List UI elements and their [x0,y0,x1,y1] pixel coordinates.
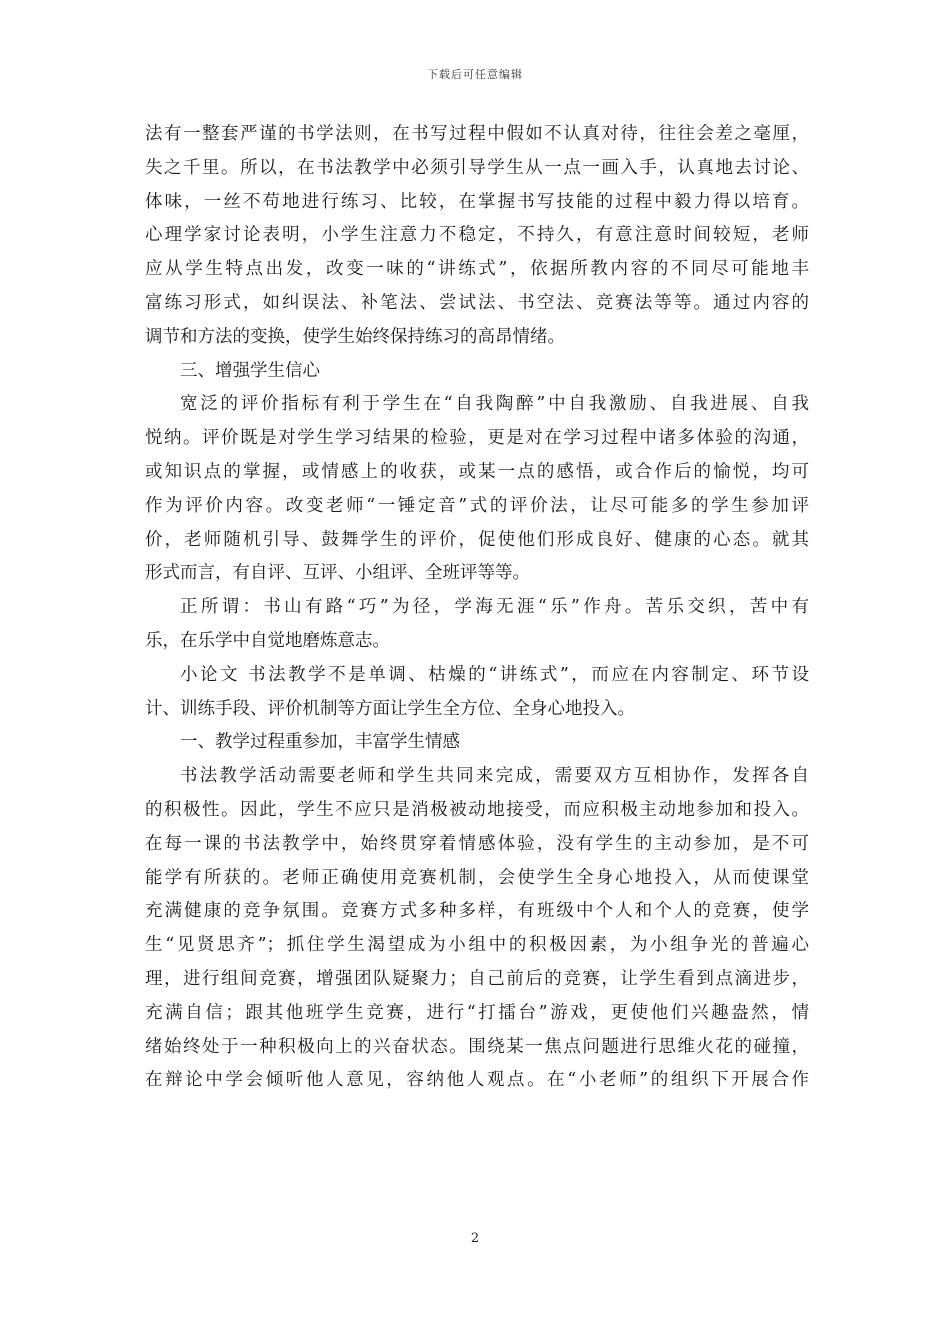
paragraph [145,591,809,659]
page-number: 2 [470,1231,480,1246]
text-line: 能学有所获的。老师正确使用竞赛机制，会使学生全身心地投入，从而使课堂 [145,867,809,888]
paragraph [145,118,809,355]
text-line: 价，老师随机引导、鼓舞学生的评价，促使他们形成良好、健康的心态。就其 [145,529,809,550]
text-line: 富练习形式，如纠误法、补笔法、尝试法、书空法、竞赛法等等。通过内容的 [145,292,809,313]
paragraph [145,659,809,727]
text-line: 体味，一丝不苟地进行练习、比较，在掌握书写技能的过程中毅力得以培育。 [145,191,809,212]
text-line: 计、训练手段、评价机制等方面让学生全方位、全身心地投入。 [145,698,635,719]
document-body [145,118,809,1098]
paragraph [145,760,809,1098]
text-line: 的积极性。因此，学生不应只是消极被动地接受，而应积极主动地参加和投入。 [145,799,809,820]
text-line: 法有一整套严谨的书学法则，在书写过程中假如不认真对待，往往会差之毫厘， [145,124,809,144]
text-line: 充满自信；跟其他班学生竞赛，进行“打擂台”游戏，更使他们兴趣盎然，情 [145,1002,809,1023]
text-line: 一、教学过程重参加，丰富学生情感 [180,732,460,753]
text-line: 作为评价内容。改变老师“一锤定音”式的评价法，让尽可能多的学生参加评 [145,495,809,516]
paragraph [145,388,809,591]
text-line: 悦纳。评价既是对学生学习结果的检验，更是对在学习过程中诸多体验的沟通， [145,428,809,449]
paragraph [145,355,809,389]
text-line: 理，进行组间竞赛，增强团队疑聚力；自己前后的竞赛，让学生看到点滴进步， [145,968,809,989]
text-line: 充满健康的竞争氛围。竞赛方式多种多样，有班级中个人和个人的竞赛，使学 [145,901,809,922]
text-line: 书法教学活动需要老师和学生共同来完成，需要双方互相协作，发挥各自 [180,766,809,787]
text-line: 形式而言，有自评、互评、小组评、全班评等等。 [145,563,530,584]
text-line: 正所谓：书山有路“巧”为径，学海无涯“乐”作舟。苦乐交织，苦中有 [180,597,809,618]
text-line: 绪始终处于一种积极向上的兴奋状态。围绕某一焦点问题进行思维火花的碰撞， [145,1036,809,1057]
text-line: 生“见贤思齐”；抓住学生渴望成为小组中的积极因素，为小组争光的普遍心 [145,935,809,956]
text-line: 乐，在乐学中自觉地磨炼意志。 [145,630,390,651]
text-line: 小论文 书法教学不是单调、枯燥的“讲练式”，而应在内容制定、环节设 [180,664,809,685]
text-line: 在每一课的书法教学中，始终贯穿着情感体验，没有学生的主动参加，是不可 [145,833,809,854]
text-line: 应从学生特点出发，改变一味的“讲练式”，依据所教内容的不同尽可能地丰 [145,259,809,280]
text-line: 在辩论中学会倾听他人意见，容纳他人观点。在“小老师”的组织下开展合作 [145,1070,809,1091]
text-line: 调节和方法的变换，使学生始终保持练习的高昂情绪。 [145,326,565,347]
paragraph [145,726,809,760]
page-header: 下载后可任意编辑 [427,68,523,81]
text-line: 心理学家讨论表明，小学生注意力不稳定，不持久，有意注意时间较短，老师 [145,225,809,246]
text-line: 失之千里。所以，在书法教学中必须引导学生从一点一画入手，认真地去讨论、 [145,157,809,178]
text-line: 或知识点的掌握，或情感上的收获，或某一点的感悟，或合作后的愉悦，均可 [145,461,809,482]
text-line: 宽泛的评价指标有利于学生在“自我陶醉”中自我激励、自我进展、自我 [180,394,809,415]
text-line: 三、增强学生信心 [180,360,320,381]
